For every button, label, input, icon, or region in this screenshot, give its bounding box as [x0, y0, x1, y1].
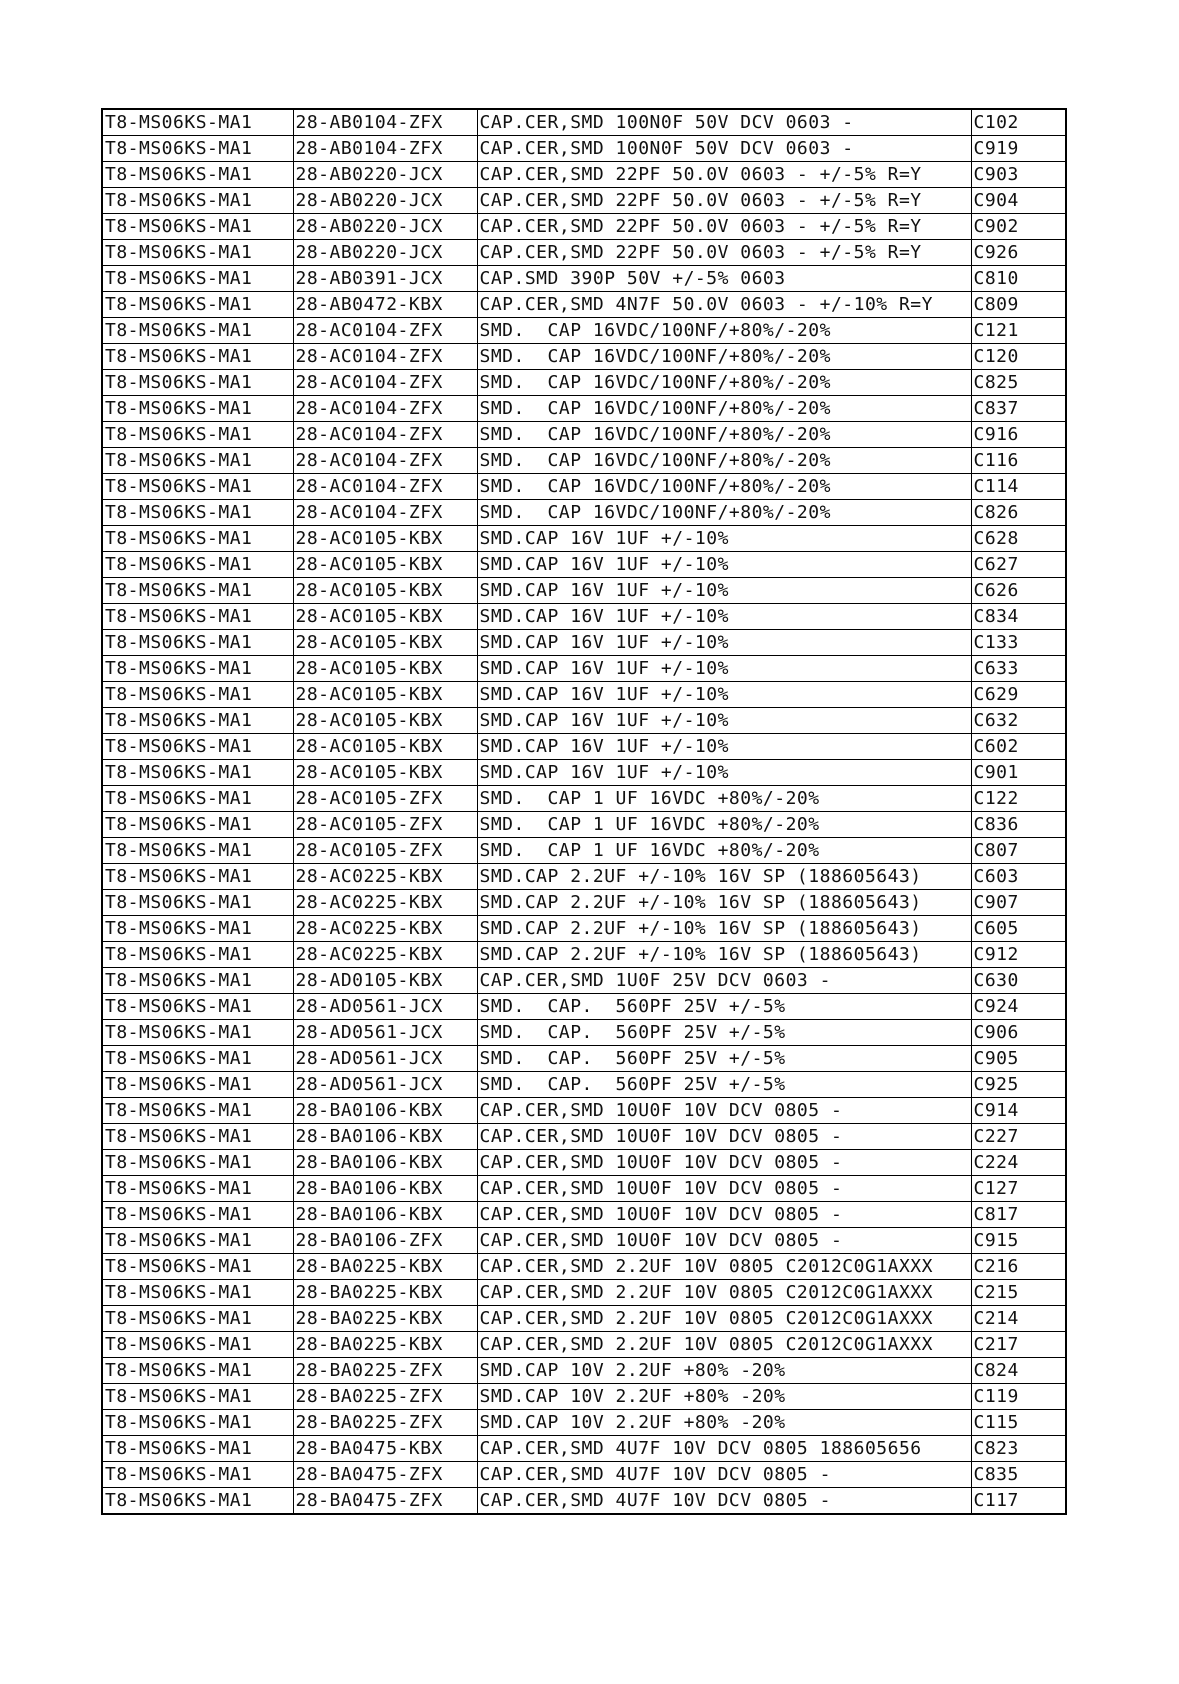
description-cell: CAP.CER,SMD 22PF 50.0V 0603 - +/-5% R=Y	[477, 214, 971, 240]
reference-designator-cell: C632	[971, 708, 1066, 734]
reference-designator-cell: C214	[971, 1306, 1066, 1332]
table-row	[102, 396, 1066, 422]
table-row	[102, 1384, 1066, 1410]
model-cell: T8-MS06KS-MA1	[102, 396, 293, 422]
reference-designator-cell: C121	[971, 318, 1066, 344]
description-cell: SMD.CAP 10V 2.2UF +80% -20%	[477, 1358, 971, 1384]
table-row	[102, 708, 1066, 734]
table-row	[102, 1488, 1066, 1515]
model-cell: T8-MS06KS-MA1	[102, 734, 293, 760]
model-cell: T8-MS06KS-MA1	[102, 448, 293, 474]
description-cell: CAP.CER,SMD 22PF 50.0V 0603 - +/-5% R=Y	[477, 188, 971, 214]
model-cell: T8-MS06KS-MA1	[102, 1332, 293, 1358]
reference-designator-cell: C823	[971, 1436, 1066, 1462]
reference-designator-cell: C836	[971, 812, 1066, 838]
description-cell: SMD. CAP 1 UF 16VDC +80%/-20%	[477, 812, 971, 838]
description-cell: CAP.CER,SMD 4U7F 10V DCV 0805 -	[477, 1488, 971, 1515]
reference-designator-cell: C926	[971, 240, 1066, 266]
part-number-cell: 28-AC0104-ZFX	[293, 344, 477, 370]
model-cell: T8-MS06KS-MA1	[102, 1228, 293, 1254]
reference-designator-cell: C916	[971, 422, 1066, 448]
model-cell: T8-MS06KS-MA1	[102, 1124, 293, 1150]
description-cell: SMD.CAP 16V 1UF +/-10%	[477, 604, 971, 630]
model-cell: T8-MS06KS-MA1	[102, 500, 293, 526]
description-cell: SMD.CAP 16V 1UF +/-10%	[477, 708, 971, 734]
part-number-cell: 28-BA0106-KBX	[293, 1124, 477, 1150]
table-row	[102, 1124, 1066, 1150]
part-number-cell: 28-BA0106-ZFX	[293, 1228, 477, 1254]
table-row	[102, 1176, 1066, 1202]
table-row	[102, 214, 1066, 240]
reference-designator-cell: C907	[971, 890, 1066, 916]
reference-designator-cell: C127	[971, 1176, 1066, 1202]
reference-designator-cell: C627	[971, 552, 1066, 578]
table-row	[102, 734, 1066, 760]
part-number-cell: 28-BA0225-KBX	[293, 1280, 477, 1306]
reference-designator-cell: C102	[971, 109, 1066, 136]
part-number-cell: 28-AC0225-KBX	[293, 864, 477, 890]
table-row	[102, 656, 1066, 682]
part-number-cell: 28-AC0104-ZFX	[293, 500, 477, 526]
description-cell: SMD.CAP 16V 1UF +/-10%	[477, 552, 971, 578]
description-cell: SMD. CAP. 560PF 25V +/-5%	[477, 1046, 971, 1072]
reference-designator-cell: C629	[971, 682, 1066, 708]
table-row	[102, 474, 1066, 500]
part-number-cell: 28-AB0220-JCX	[293, 188, 477, 214]
reference-designator-cell: C817	[971, 1202, 1066, 1228]
model-cell: T8-MS06KS-MA1	[102, 708, 293, 734]
table-row	[102, 864, 1066, 890]
reference-designator-cell: C826	[971, 500, 1066, 526]
part-number-cell: 28-BA0106-KBX	[293, 1150, 477, 1176]
part-number-cell: 28-AD0561-JCX	[293, 1020, 477, 1046]
model-cell: T8-MS06KS-MA1	[102, 1410, 293, 1436]
table-row	[102, 1254, 1066, 1280]
table-row	[102, 1150, 1066, 1176]
model-cell: T8-MS06KS-MA1	[102, 136, 293, 162]
part-number-cell: 28-AC0105-KBX	[293, 604, 477, 630]
description-cell: SMD. CAP 16VDC/100NF/+80%/-20%	[477, 422, 971, 448]
table-row	[102, 1462, 1066, 1488]
model-cell: T8-MS06KS-MA1	[102, 812, 293, 838]
description-cell: SMD.CAP 2.2UF +/-10% 16V SP (188605643)	[477, 942, 971, 968]
description-cell: CAP.CER,SMD 10U0F 10V DCV 0805 -	[477, 1150, 971, 1176]
model-cell: T8-MS06KS-MA1	[102, 474, 293, 500]
reference-designator-cell: C905	[971, 1046, 1066, 1072]
table-row	[102, 890, 1066, 916]
table-row	[102, 1410, 1066, 1436]
reference-designator-cell: C919	[971, 136, 1066, 162]
model-cell: T8-MS06KS-MA1	[102, 1436, 293, 1462]
model-cell: T8-MS06KS-MA1	[102, 994, 293, 1020]
description-cell: SMD. CAP 16VDC/100NF/+80%/-20%	[477, 448, 971, 474]
reference-designator-cell: C115	[971, 1410, 1066, 1436]
table-row	[102, 136, 1066, 162]
model-cell: T8-MS06KS-MA1	[102, 552, 293, 578]
reference-designator-cell: C117	[971, 1488, 1066, 1515]
description-cell: SMD. CAP 16VDC/100NF/+80%/-20%	[477, 370, 971, 396]
reference-designator-cell: C810	[971, 266, 1066, 292]
table-row	[102, 266, 1066, 292]
model-cell: T8-MS06KS-MA1	[102, 109, 293, 136]
description-cell: SMD.CAP 16V 1UF +/-10%	[477, 760, 971, 786]
reference-designator-cell: C902	[971, 214, 1066, 240]
description-cell: CAP.CER,SMD 10U0F 10V DCV 0805 -	[477, 1124, 971, 1150]
reference-designator-cell: C116	[971, 448, 1066, 474]
description-cell: CAP.CER,SMD 10U0F 10V DCV 0805 -	[477, 1228, 971, 1254]
reference-designator-cell: C602	[971, 734, 1066, 760]
part-number-cell: 28-AC0105-KBX	[293, 630, 477, 656]
table-row	[102, 1228, 1066, 1254]
description-cell: CAP.CER,SMD 10U0F 10V DCV 0805 -	[477, 1176, 971, 1202]
part-number-cell: 28-AC0105-ZFX	[293, 838, 477, 864]
part-number-cell: 28-AB0104-ZFX	[293, 109, 477, 136]
description-cell: SMD.CAP 10V 2.2UF +80% -20%	[477, 1384, 971, 1410]
model-cell: T8-MS06KS-MA1	[102, 1254, 293, 1280]
description-cell: CAP.CER,SMD 2.2UF 10V 0805 C2012C0G1AXXX	[477, 1332, 971, 1358]
model-cell: T8-MS06KS-MA1	[102, 630, 293, 656]
part-number-cell: 28-BA0475-KBX	[293, 1436, 477, 1462]
model-cell: T8-MS06KS-MA1	[102, 370, 293, 396]
reference-designator-cell: C216	[971, 1254, 1066, 1280]
description-cell: CAP.CER,SMD 10U0F 10V DCV 0805 -	[477, 1098, 971, 1124]
table-row	[102, 188, 1066, 214]
table-row	[102, 344, 1066, 370]
model-cell: T8-MS06KS-MA1	[102, 1358, 293, 1384]
table-row	[102, 552, 1066, 578]
description-cell: SMD. CAP 16VDC/100NF/+80%/-20%	[477, 474, 971, 500]
table-row	[102, 838, 1066, 864]
description-cell: SMD.CAP 10V 2.2UF +80% -20%	[477, 1410, 971, 1436]
model-cell: T8-MS06KS-MA1	[102, 1280, 293, 1306]
table-row	[102, 1436, 1066, 1462]
part-number-cell: 28-AB0220-JCX	[293, 214, 477, 240]
reference-designator-cell: C605	[971, 916, 1066, 942]
description-cell: SMD. CAP 1 UF 16VDC +80%/-20%	[477, 838, 971, 864]
description-cell: CAP.CER,SMD 1U0F 25V DCV 0603 -	[477, 968, 971, 994]
table-row	[102, 1306, 1066, 1332]
part-number-cell: 28-BA0225-ZFX	[293, 1410, 477, 1436]
reference-designator-cell: C837	[971, 396, 1066, 422]
reference-designator-cell: C903	[971, 162, 1066, 188]
part-number-cell: 28-BA0106-KBX	[293, 1098, 477, 1124]
description-cell: SMD. CAP. 560PF 25V +/-5%	[477, 1072, 971, 1098]
description-cell: SMD.CAP 16V 1UF +/-10%	[477, 734, 971, 760]
table-row	[102, 422, 1066, 448]
table-row	[102, 682, 1066, 708]
table-row	[102, 318, 1066, 344]
description-cell: CAP.CER,SMD 100N0F 50V DCV 0603 -	[477, 109, 971, 136]
part-number-cell: 28-AC0105-KBX	[293, 526, 477, 552]
part-number-cell: 28-BA0106-KBX	[293, 1202, 477, 1228]
part-number-cell: 28-AC0105-KBX	[293, 760, 477, 786]
table-row	[102, 578, 1066, 604]
reference-designator-cell: C914	[971, 1098, 1066, 1124]
table-row	[102, 786, 1066, 812]
model-cell: T8-MS06KS-MA1	[102, 1202, 293, 1228]
reference-designator-cell: C824	[971, 1358, 1066, 1384]
model-cell: T8-MS06KS-MA1	[102, 526, 293, 552]
part-number-cell: 28-AC0104-ZFX	[293, 396, 477, 422]
reference-designator-cell: C915	[971, 1228, 1066, 1254]
part-number-cell: 28-AC0105-ZFX	[293, 812, 477, 838]
model-cell: T8-MS06KS-MA1	[102, 1020, 293, 1046]
reference-designator-cell: C925	[971, 1072, 1066, 1098]
model-cell: T8-MS06KS-MA1	[102, 968, 293, 994]
description-cell: SMD. CAP 16VDC/100NF/+80%/-20%	[477, 500, 971, 526]
table-row	[102, 630, 1066, 656]
description-cell: SMD. CAP 16VDC/100NF/+80%/-20%	[477, 318, 971, 344]
description-cell: CAP.CER,SMD 22PF 50.0V 0603 - +/-5% R=Y	[477, 162, 971, 188]
part-number-cell: 28-AB0220-JCX	[293, 240, 477, 266]
part-number-cell: 28-AC0105-KBX	[293, 578, 477, 604]
model-cell: T8-MS06KS-MA1	[102, 422, 293, 448]
model-cell: T8-MS06KS-MA1	[102, 604, 293, 630]
table-row	[102, 812, 1066, 838]
part-number-cell: 28-AD0561-JCX	[293, 1072, 477, 1098]
reference-designator-cell: C119	[971, 1384, 1066, 1410]
reference-designator-cell: C227	[971, 1124, 1066, 1150]
part-number-cell: 28-AC0105-KBX	[293, 708, 477, 734]
table-row	[102, 1332, 1066, 1358]
part-number-cell: 28-AC0104-ZFX	[293, 474, 477, 500]
description-cell: SMD.CAP 2.2UF +/-10% 16V SP (188605643)	[477, 916, 971, 942]
reference-designator-cell: C807	[971, 838, 1066, 864]
table-row	[102, 292, 1066, 318]
part-number-cell: 28-AB0104-ZFX	[293, 136, 477, 162]
reference-designator-cell: C904	[971, 188, 1066, 214]
model-cell: T8-MS06KS-MA1	[102, 656, 293, 682]
reference-designator-cell: C906	[971, 1020, 1066, 1046]
reference-designator-cell: C835	[971, 1462, 1066, 1488]
model-cell: T8-MS06KS-MA1	[102, 760, 293, 786]
model-cell: T8-MS06KS-MA1	[102, 1176, 293, 1202]
table-row	[102, 162, 1066, 188]
table-row	[102, 370, 1066, 396]
part-number-cell: 28-AC0104-ZFX	[293, 422, 477, 448]
description-cell: CAP.CER,SMD 4U7F 10V DCV 0805 188605656	[477, 1436, 971, 1462]
description-cell: SMD.CAP 2.2UF +/-10% 16V SP (188605643)	[477, 864, 971, 890]
part-number-cell: 28-AC0104-ZFX	[293, 370, 477, 396]
reference-designator-cell: C122	[971, 786, 1066, 812]
part-number-cell: 28-AC0225-KBX	[293, 890, 477, 916]
reference-designator-cell: C215	[971, 1280, 1066, 1306]
description-cell: SMD. CAP. 560PF 25V +/-5%	[477, 994, 971, 1020]
part-number-cell: 28-AB0391-JCX	[293, 266, 477, 292]
description-cell: SMD.CAP 16V 1UF +/-10%	[477, 682, 971, 708]
reference-designator-cell: C626	[971, 578, 1066, 604]
part-number-cell: 28-AC0105-KBX	[293, 734, 477, 760]
model-cell: T8-MS06KS-MA1	[102, 890, 293, 916]
part-number-cell: 28-BA0225-KBX	[293, 1332, 477, 1358]
part-number-cell: 28-AC0105-ZFX	[293, 786, 477, 812]
model-cell: T8-MS06KS-MA1	[102, 162, 293, 188]
model-cell: T8-MS06KS-MA1	[102, 786, 293, 812]
description-cell: CAP.CER,SMD 100N0F 50V DCV 0603 -	[477, 136, 971, 162]
table-row	[102, 994, 1066, 1020]
part-number-cell: 28-AB0220-JCX	[293, 162, 477, 188]
description-cell: CAP.SMD 390P 50V +/-5% 0603	[477, 266, 971, 292]
model-cell: T8-MS06KS-MA1	[102, 240, 293, 266]
model-cell: T8-MS06KS-MA1	[102, 1384, 293, 1410]
reference-designator-cell: C924	[971, 994, 1066, 1020]
description-cell: CAP.CER,SMD 2.2UF 10V 0805 C2012C0G1AXXX	[477, 1306, 971, 1332]
model-cell: T8-MS06KS-MA1	[102, 1488, 293, 1515]
reference-designator-cell: C809	[971, 292, 1066, 318]
reference-designator-cell: C603	[971, 864, 1066, 890]
part-number-cell: 28-AC0105-KBX	[293, 552, 477, 578]
description-cell: CAP.CER,SMD 4U7F 10V DCV 0805 -	[477, 1462, 971, 1488]
table-row	[102, 1098, 1066, 1124]
table-row	[102, 1202, 1066, 1228]
model-cell: T8-MS06KS-MA1	[102, 916, 293, 942]
part-number-cell: 28-BA0225-KBX	[293, 1306, 477, 1332]
model-cell: T8-MS06KS-MA1	[102, 942, 293, 968]
model-cell: T8-MS06KS-MA1	[102, 344, 293, 370]
part-number-cell: 28-AD0561-JCX	[293, 1046, 477, 1072]
description-cell: CAP.CER,SMD 10U0F 10V DCV 0805 -	[477, 1202, 971, 1228]
reference-designator-cell: C628	[971, 526, 1066, 552]
part-number-cell: 28-AD0105-KBX	[293, 968, 477, 994]
description-cell: SMD.CAP 16V 1UF +/-10%	[477, 656, 971, 682]
part-number-cell: 28-BA0106-KBX	[293, 1176, 477, 1202]
model-cell: T8-MS06KS-MA1	[102, 682, 293, 708]
model-cell: T8-MS06KS-MA1	[102, 1098, 293, 1124]
part-number-cell: 28-AC0105-KBX	[293, 682, 477, 708]
table-row	[102, 448, 1066, 474]
description-cell: CAP.CER,SMD 2.2UF 10V 0805 C2012C0G1AXXX	[477, 1280, 971, 1306]
table-row	[102, 1072, 1066, 1098]
model-cell: T8-MS06KS-MA1	[102, 1150, 293, 1176]
part-number-cell: 28-BA0475-ZFX	[293, 1462, 477, 1488]
description-cell: SMD.CAP 16V 1UF +/-10%	[477, 578, 971, 604]
model-cell: T8-MS06KS-MA1	[102, 838, 293, 864]
description-cell: SMD. CAP 16VDC/100NF/+80%/-20%	[477, 396, 971, 422]
description-cell: SMD.CAP 16V 1UF +/-10%	[477, 526, 971, 552]
bom-table	[101, 108, 1067, 1515]
model-cell: T8-MS06KS-MA1	[102, 1306, 293, 1332]
part-number-cell: 28-BA0475-ZFX	[293, 1488, 477, 1515]
reference-designator-cell: C825	[971, 370, 1066, 396]
reference-designator-cell: C912	[971, 942, 1066, 968]
description-cell: CAP.CER,SMD 2.2UF 10V 0805 C2012C0G1AXXX	[477, 1254, 971, 1280]
part-number-cell: 28-AC0104-ZFX	[293, 318, 477, 344]
description-cell: CAP.CER,SMD 4N7F 50.0V 0603 - +/-10% R=Y	[477, 292, 971, 318]
reference-designator-cell: C217	[971, 1332, 1066, 1358]
model-cell: T8-MS06KS-MA1	[102, 214, 293, 240]
part-number-cell: 28-BA0225-ZFX	[293, 1384, 477, 1410]
part-number-cell: 28-AC0225-KBX	[293, 916, 477, 942]
reference-designator-cell: C114	[971, 474, 1066, 500]
table-row	[102, 500, 1066, 526]
reference-designator-cell: C133	[971, 630, 1066, 656]
model-cell: T8-MS06KS-MA1	[102, 292, 293, 318]
table-row	[102, 760, 1066, 786]
description-cell: SMD.CAP 16V 1UF +/-10%	[477, 630, 971, 656]
table-row	[102, 604, 1066, 630]
reference-designator-cell: C630	[971, 968, 1066, 994]
table-row	[102, 526, 1066, 552]
model-cell: T8-MS06KS-MA1	[102, 1046, 293, 1072]
table-row	[102, 1358, 1066, 1384]
description-cell: SMD. CAP 1 UF 16VDC +80%/-20%	[477, 786, 971, 812]
table-row	[102, 109, 1066, 136]
description-cell: SMD. CAP 16VDC/100NF/+80%/-20%	[477, 344, 971, 370]
description-cell: CAP.CER,SMD 22PF 50.0V 0603 - +/-5% R=Y	[477, 240, 971, 266]
table-row	[102, 1020, 1066, 1046]
part-number-cell: 28-BA0225-KBX	[293, 1254, 477, 1280]
model-cell: T8-MS06KS-MA1	[102, 188, 293, 214]
table-row	[102, 916, 1066, 942]
description-cell: SMD. CAP. 560PF 25V +/-5%	[477, 1020, 971, 1046]
reference-designator-cell: C633	[971, 656, 1066, 682]
model-cell: T8-MS06KS-MA1	[102, 1072, 293, 1098]
part-number-cell: 28-AD0561-JCX	[293, 994, 477, 1020]
reference-designator-cell: C834	[971, 604, 1066, 630]
reference-designator-cell: C901	[971, 760, 1066, 786]
model-cell: T8-MS06KS-MA1	[102, 318, 293, 344]
table-row	[102, 1046, 1066, 1072]
table-row	[102, 942, 1066, 968]
bom-table-body	[102, 109, 1066, 1514]
table-row	[102, 240, 1066, 266]
model-cell: T8-MS06KS-MA1	[102, 266, 293, 292]
part-number-cell: 28-BA0225-ZFX	[293, 1358, 477, 1384]
part-number-cell: 28-AC0104-ZFX	[293, 448, 477, 474]
table-row	[102, 1280, 1066, 1306]
model-cell: T8-MS06KS-MA1	[102, 578, 293, 604]
part-number-cell: 28-AC0225-KBX	[293, 942, 477, 968]
model-cell: T8-MS06KS-MA1	[102, 864, 293, 890]
part-number-cell: 28-AC0105-KBX	[293, 656, 477, 682]
reference-designator-cell: C120	[971, 344, 1066, 370]
part-number-cell: 28-AB0472-KBX	[293, 292, 477, 318]
model-cell: T8-MS06KS-MA1	[102, 1462, 293, 1488]
table-row	[102, 968, 1066, 994]
reference-designator-cell: C224	[971, 1150, 1066, 1176]
description-cell: SMD.CAP 2.2UF +/-10% 16V SP (188605643)	[477, 890, 971, 916]
